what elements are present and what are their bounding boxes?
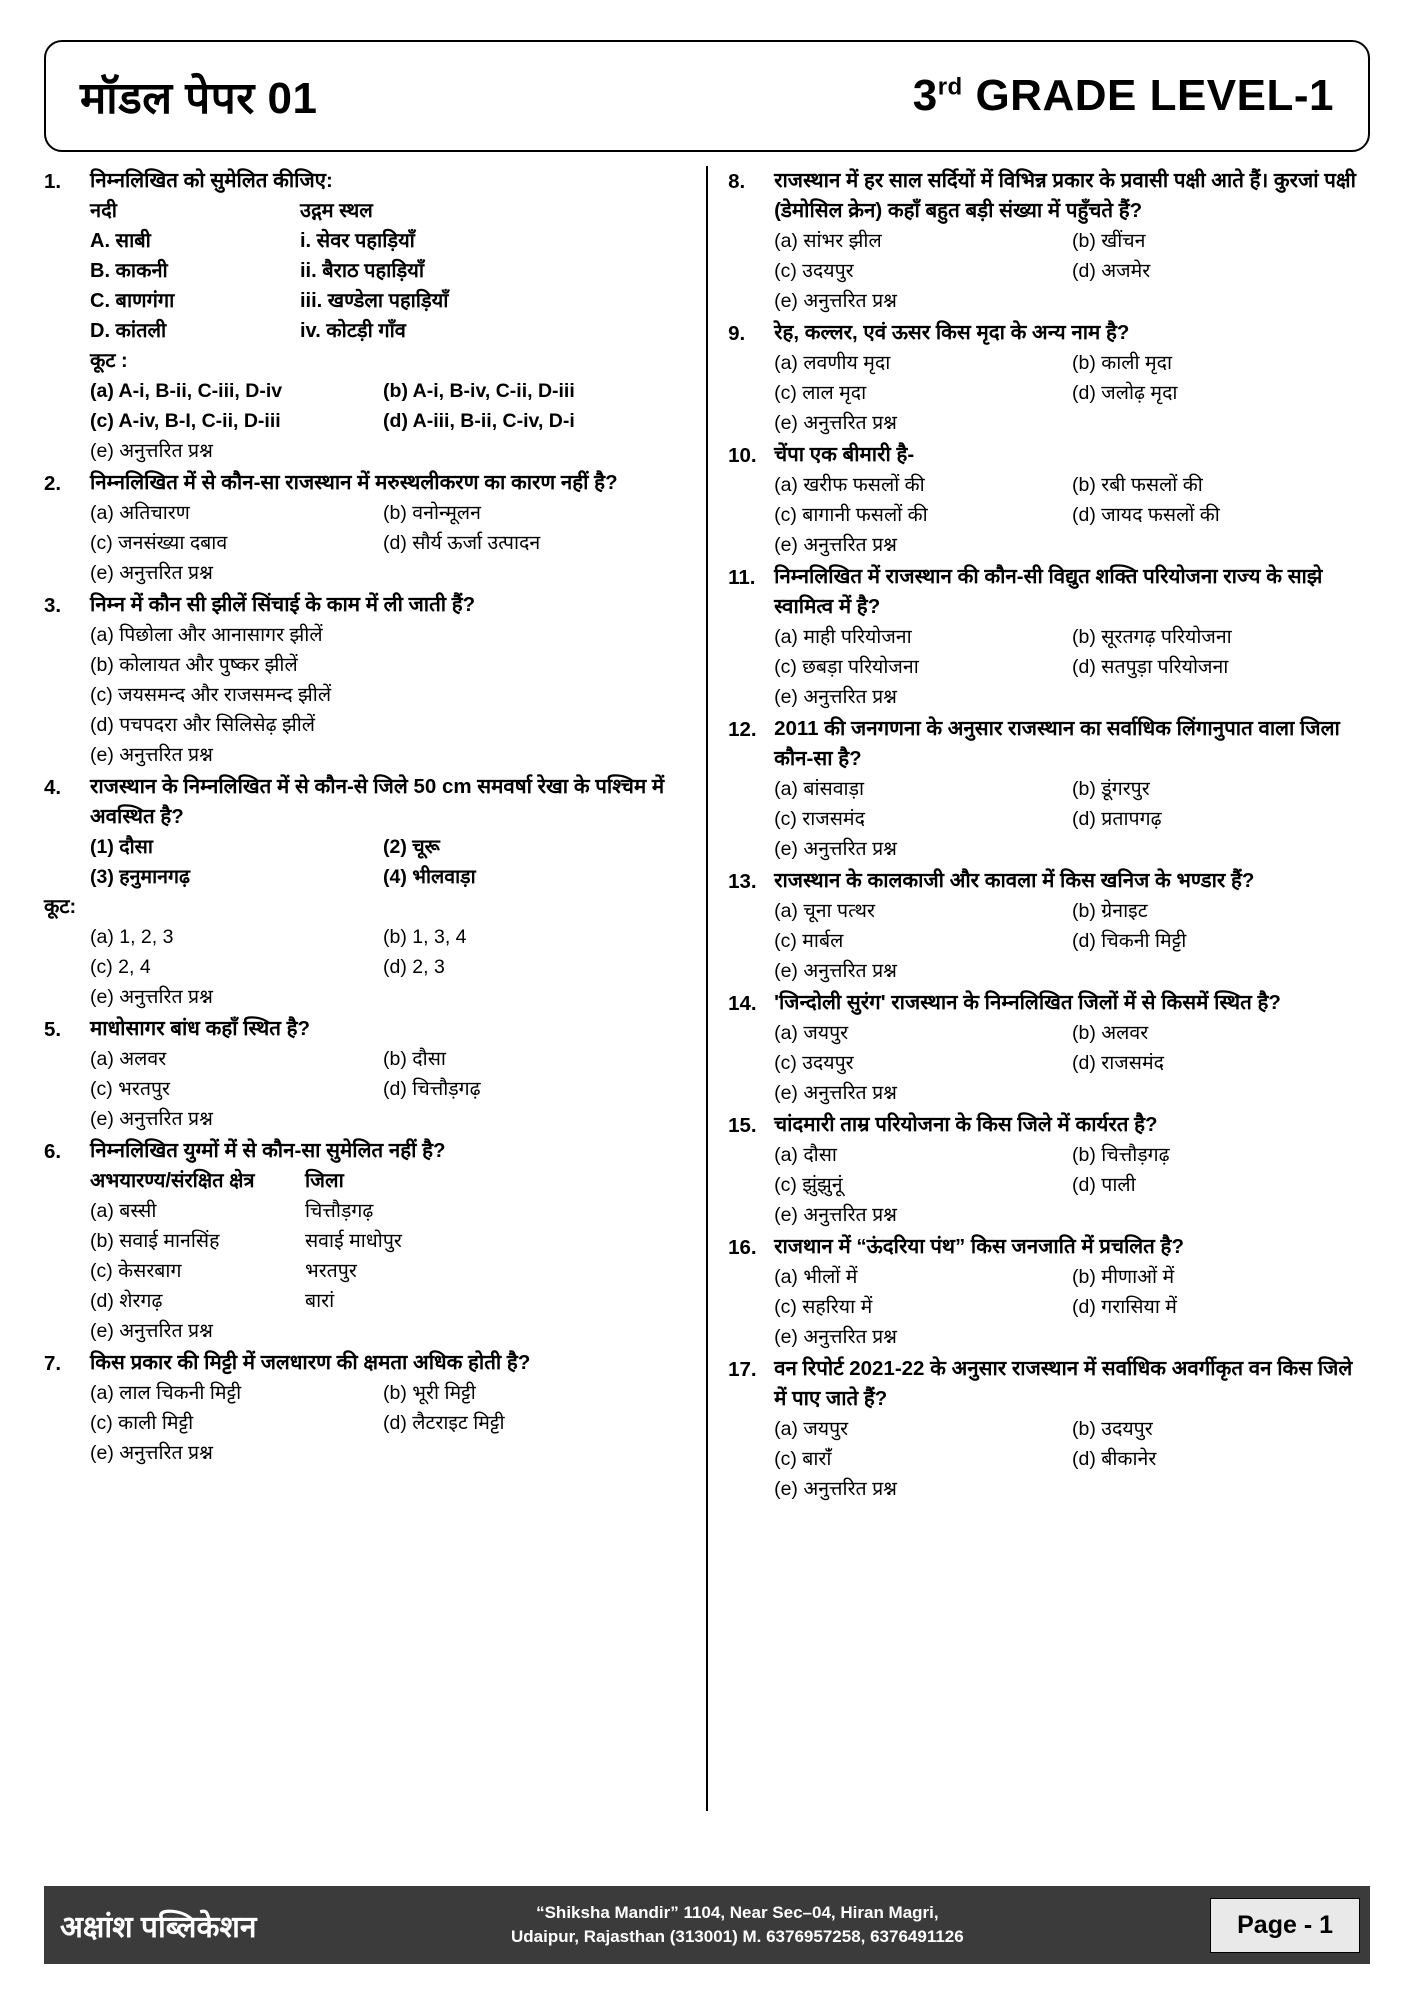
option-unanswered[interactable]: (e) अनुत्तरित प्रश्न bbox=[90, 562, 213, 584]
option-grid bbox=[774, 896, 1370, 956]
question-text: किस प्रकार की मिट्टी में जलधारण की क्षमता अधिक होती है? bbox=[90, 1351, 531, 1374]
option[interactable]: (a) सांभर झील bbox=[774, 230, 882, 252]
option[interactable]: (d) चित्तौड़गढ़ bbox=[383, 1078, 481, 1100]
match-row-col2: ii. बैराठ पहाड़ियाँ bbox=[300, 260, 425, 282]
question-block bbox=[44, 1348, 676, 1468]
option[interactable]: (c) मार्बल bbox=[774, 930, 844, 952]
publisher-address bbox=[275, 1901, 1201, 1949]
question-block bbox=[728, 166, 1370, 316]
question-body bbox=[90, 468, 676, 588]
option[interactable]: (b) डूंगरपुर bbox=[1072, 778, 1150, 800]
question-text: राजथान में “ऊंदरिया पंथ” किस जनजाति में प्रचलित है? bbox=[774, 1235, 1184, 1258]
option-grid bbox=[90, 1044, 676, 1104]
pair-row-col1: (b) सवाई मानसिंह bbox=[90, 1230, 220, 1252]
option[interactable]: (d) जलोढ़ मृदा bbox=[1072, 382, 1178, 404]
question-block bbox=[728, 1232, 1370, 1352]
option[interactable]: (c) छबड़ा परियोजना bbox=[774, 656, 919, 678]
option[interactable]: (c) उदयपुर bbox=[774, 260, 854, 282]
question-block bbox=[728, 714, 1370, 864]
pair-header-col1: अभयारण्य/संरक्षित क्षेत्र bbox=[90, 1170, 255, 1192]
question-body bbox=[90, 1136, 676, 1346]
option[interactable]: (c) सहरिया में bbox=[774, 1296, 873, 1318]
question-number: 17. bbox=[728, 1358, 757, 1381]
option[interactable]: (c) A-iv, B-I, C-ii, D-iii bbox=[90, 410, 281, 432]
question-text: निम्नलिखित युग्मों में से कौन-सा सुमेलित नहीं है? bbox=[90, 1139, 446, 1162]
question-text: 'जिन्दोली सुरंग' राजस्थान के निम्नलिखित जिलों में से किसमें स्थित है? bbox=[774, 991, 1281, 1014]
option[interactable]: (c) बारांँ bbox=[774, 1448, 832, 1470]
pair-row-col1: (d) शेरगढ़ bbox=[90, 1290, 163, 1312]
pair-header-col2: जिला bbox=[305, 1170, 344, 1192]
sub-option[interactable]: (3) हनुमानगढ़ bbox=[90, 866, 190, 888]
question-block bbox=[44, 1014, 676, 1134]
page-footer bbox=[44, 1886, 1370, 1964]
question-body bbox=[90, 590, 676, 770]
grade-ordinal-suffix: rd bbox=[937, 73, 963, 101]
question-number: 2. bbox=[44, 472, 62, 495]
sub-option[interactable]: (1) दौसा bbox=[90, 836, 153, 858]
option[interactable]: (b) भूरी मिट्टी bbox=[383, 1382, 476, 1404]
option[interactable]: (b) उदयपुर bbox=[1072, 1418, 1153, 1440]
option[interactable]: (a) लवणीय मृदा bbox=[774, 352, 891, 374]
question-text: राजस्थान के निम्नलिखित में से कौन-से जिले 50 cm समवर्षा रेखा के पश्चिम में अवस्थित है? bbox=[90, 775, 665, 828]
option[interactable]: (a) भीलों में bbox=[774, 1266, 858, 1288]
option[interactable]: (b) वनोन्मूलन bbox=[383, 502, 481, 524]
question-body bbox=[44, 772, 676, 1012]
page-header bbox=[44, 40, 1370, 152]
question-number: 13. bbox=[728, 870, 757, 893]
option-unanswered[interactable]: (e) अनुत्तरित प्रश्न bbox=[90, 440, 213, 462]
option[interactable]: (c) जनसंख्या दबाव bbox=[90, 532, 228, 554]
match-row-col2: iv. कोटड़ी गाँव bbox=[300, 320, 406, 342]
option-grid bbox=[774, 622, 1370, 682]
sub-option[interactable]: (4) भीलवाड़ा bbox=[383, 866, 476, 888]
question-body bbox=[90, 166, 676, 466]
left-question-column bbox=[44, 166, 692, 1826]
question-text: 2011 की जनगणना के अनुसार राजस्थान का सर्वाधिक लिंगानुपात वाला जिला कौन-सा है? bbox=[774, 717, 1340, 770]
question-number: 7. bbox=[44, 1352, 62, 1375]
question-number: 16. bbox=[728, 1236, 757, 1259]
match-row bbox=[90, 256, 676, 286]
option[interactable]: (c) राजसमंद bbox=[774, 808, 865, 830]
question-body bbox=[774, 1354, 1370, 1504]
option[interactable]: (a) जयपुर bbox=[774, 1418, 849, 1440]
question-block bbox=[728, 988, 1370, 1108]
option-grid bbox=[90, 376, 676, 436]
question-text: निम्नलिखित में राजस्थान की कौन-सी विद्युत शक्ति परियोजना राज्य के साझे स्वामित्व में है? bbox=[774, 565, 1323, 618]
option[interactable]: (a) 1, 2, 3 bbox=[90, 926, 174, 948]
question-number: 8. bbox=[728, 170, 746, 193]
sub-option-grid bbox=[90, 832, 676, 892]
question-number: 5. bbox=[44, 1018, 62, 1041]
question-block bbox=[728, 562, 1370, 712]
question-text: निम्नलिखित को सुमेलित कीजिए: bbox=[90, 169, 333, 192]
option-grid bbox=[90, 1378, 676, 1438]
question-body bbox=[774, 318, 1370, 438]
option[interactable]: (b) सूरतगढ़ परियोजना bbox=[1072, 626, 1232, 648]
option[interactable]: (b) दौसा bbox=[383, 1048, 446, 1070]
match-row-col1: C. बाणगंगा bbox=[90, 290, 175, 312]
question-block bbox=[728, 866, 1370, 986]
option[interactable]: (c) जयसमन्द और राजसमन्द झीलें bbox=[90, 684, 332, 706]
question-text: राजस्थान के कालकाजी और कावला में किस खनिज के भण्डार हैं? bbox=[774, 869, 1255, 892]
option[interactable]: (a) लाल चिकनी मिट्टी bbox=[90, 1382, 242, 1404]
option[interactable]: (a) चूना पत्थर bbox=[774, 900, 875, 922]
match-row bbox=[90, 286, 676, 316]
option[interactable]: (d) चिकनी मिट्टी bbox=[1072, 930, 1187, 952]
match-header-col2: उद्गम स्थल bbox=[300, 200, 373, 222]
pair-row[interactable] bbox=[90, 1196, 676, 1226]
question-body bbox=[774, 988, 1370, 1108]
option[interactable]: (b) ग्रेनाइट bbox=[1072, 900, 1148, 922]
option[interactable]: (b) अलवर bbox=[1072, 1022, 1149, 1044]
match-row bbox=[90, 226, 676, 256]
option-unanswered[interactable]: (e) अनुत्तरित प्रश्न bbox=[774, 1326, 897, 1348]
option-unanswered[interactable]: (e) अनुत्तरित प्रश्न bbox=[90, 744, 213, 766]
option-unanswered[interactable]: (e) अनुत्तरित प्रश्न bbox=[774, 1478, 897, 1500]
option-unanswered[interactable]: (e) अनुत्तरित प्रश्न bbox=[90, 1442, 213, 1464]
question-number: 12. bbox=[728, 718, 757, 741]
grade-level-title bbox=[913, 71, 1334, 121]
pair-row[interactable] bbox=[90, 1226, 676, 1256]
option[interactable]: (b) खींचन bbox=[1072, 230, 1146, 252]
option-unanswered[interactable]: (e) अनुत्तरित प्रश्न bbox=[90, 1320, 213, 1342]
option[interactable]: (c) उदयपुर bbox=[774, 1052, 854, 1074]
address-line-2: Udaipur, Rajasthan (313001) M. 6376957258, 6376491126 bbox=[511, 1927, 964, 1946]
option[interactable]: (a) अलवर bbox=[90, 1048, 167, 1070]
koot-label: कूट: bbox=[44, 896, 77, 918]
page-number-badge: Page - 1 bbox=[1210, 1898, 1360, 1953]
option[interactable]: (a) दौसा bbox=[774, 1144, 837, 1166]
question-text: निम्न में कौन सी झीलें सिंचाई के काम में ली जाती हैं? bbox=[90, 593, 476, 616]
option-unanswered[interactable]: (e) अनुत्तरित प्रश्न bbox=[774, 534, 897, 556]
option[interactable]: (d) लैटराइट मिट्टी bbox=[383, 1412, 505, 1434]
question-body bbox=[774, 714, 1370, 864]
option[interactable]: (a) माही परियोजना bbox=[774, 626, 912, 648]
question-number: 9. bbox=[728, 322, 746, 345]
question-text: वन रिपोर्ट 2021-22 के अनुसार राजस्थान में सर्वाधिक अवर्गीकृत वन किस जिले में पाए जाते हैं? bbox=[774, 1357, 1353, 1410]
option[interactable]: (d) प्रतापगढ़ bbox=[1072, 808, 1162, 830]
match-row bbox=[90, 316, 676, 346]
question-block bbox=[728, 318, 1370, 438]
option[interactable]: (c) भरतपुर bbox=[90, 1078, 171, 1100]
option[interactable]: (d) 2, 3 bbox=[383, 956, 445, 978]
pair-table-header bbox=[90, 1166, 676, 1196]
option[interactable]: (d) जायद फसलों की bbox=[1072, 504, 1220, 526]
option[interactable]: (d) अजमेर bbox=[1072, 260, 1151, 282]
option-unanswered[interactable]: (e) अनुत्तरित प्रश्न bbox=[774, 686, 897, 708]
option-grid bbox=[774, 470, 1370, 530]
question-text: निम्नलिखित में से कौन-सा राजस्थान में मरुस्थलीकरण का कारण नहीं है? bbox=[90, 471, 618, 494]
question-body bbox=[90, 1014, 676, 1134]
match-row-col2: i. सेवर पहाड़ियाँ bbox=[300, 230, 415, 252]
option[interactable]: (c) 2, 4 bbox=[90, 956, 151, 978]
option-grid bbox=[774, 1140, 1370, 1200]
question-number: 14. bbox=[728, 992, 757, 1015]
question-block bbox=[44, 772, 676, 1012]
option[interactable]: (d) सतपुड़ा परियोजना bbox=[1072, 656, 1229, 678]
question-number: 6. bbox=[44, 1140, 62, 1163]
option[interactable]: (d) पाली bbox=[1072, 1174, 1136, 1196]
question-body bbox=[774, 866, 1370, 986]
option-unanswered[interactable]: (e) अनुत्तरित प्रश्न bbox=[774, 1082, 897, 1104]
option-unanswered[interactable]: (e) अनुत्तरित प्रश्न bbox=[774, 838, 897, 860]
option[interactable]: (b) चित्तौड़गढ़ bbox=[1072, 1144, 1170, 1166]
option-grid bbox=[774, 226, 1370, 286]
pair-row[interactable] bbox=[90, 1256, 676, 1286]
option[interactable]: (a) पिछोला और आनासागर झीलें bbox=[90, 624, 323, 646]
match-row-col1: D. कांतली bbox=[90, 320, 167, 342]
option[interactable]: (b) काली मृदा bbox=[1072, 352, 1173, 374]
question-block bbox=[728, 1354, 1370, 1504]
match-row-col2: iii. खण्डेला पहाड़ियाँ bbox=[300, 290, 449, 312]
question-block bbox=[728, 440, 1370, 560]
question-number: 15. bbox=[728, 1114, 757, 1137]
question-block bbox=[44, 166, 676, 466]
question-text: चांदमारी ताम्र परियोजना के किस जिले में कार्यरत है? bbox=[774, 1113, 1158, 1136]
option[interactable]: (a) खरीफ फसलों की bbox=[774, 474, 925, 496]
pair-row-col2: भरतपुर bbox=[305, 1260, 357, 1282]
question-number: 3. bbox=[44, 594, 62, 617]
question-block bbox=[44, 1136, 676, 1346]
option[interactable]: (a) अतिचारण bbox=[90, 502, 190, 524]
grade-number: 3 bbox=[912, 71, 938, 120]
question-text: माधोसागर बांध कहाँ स्थित है? bbox=[90, 1017, 310, 1040]
pair-row-col2: बारां bbox=[305, 1290, 335, 1312]
question-body bbox=[774, 1110, 1370, 1230]
question-body bbox=[774, 166, 1370, 316]
model-paper-title: मॉडल पेपर 01 bbox=[80, 74, 318, 123]
option[interactable]: (d) राजसमंद bbox=[1072, 1052, 1164, 1074]
option[interactable]: (b) A-i, B-iv, C-ii, D-iii bbox=[383, 380, 575, 402]
option-unanswered[interactable]: (e) अनुत्तरित प्रश्न bbox=[774, 1204, 897, 1226]
option[interactable]: (c) काली मिट्टी bbox=[90, 1412, 194, 1434]
question-number: 11. bbox=[728, 566, 756, 589]
option[interactable]: (d) A-iii, B-ii, C-iv, D-i bbox=[383, 410, 575, 432]
question-body bbox=[774, 1232, 1370, 1352]
question-body bbox=[774, 562, 1370, 712]
question-number: 4. bbox=[44, 776, 62, 799]
koot-label: कूट : bbox=[90, 350, 128, 372]
option[interactable]: (d) पचपदरा और सिलिसेढ़ झीलें bbox=[90, 714, 316, 736]
option-unanswered[interactable]: (e) अनुत्तरित प्रश्न bbox=[90, 1108, 213, 1130]
pair-row-col1: (c) केसरबाग bbox=[90, 1260, 182, 1282]
right-question-column bbox=[722, 166, 1370, 1826]
question-body bbox=[90, 1348, 676, 1468]
option[interactable]: (c) झुंझुनूं bbox=[774, 1174, 843, 1196]
question-number: 1. bbox=[44, 170, 62, 193]
question-number: 10. bbox=[728, 444, 757, 467]
match-row-col1: B. काकनी bbox=[90, 260, 168, 282]
option[interactable]: (c) लाल मृदा bbox=[774, 382, 867, 404]
option-unanswered[interactable]: (e) अनुत्तरित प्रश्न bbox=[774, 290, 897, 312]
option[interactable]: (a) बांसवाड़ा bbox=[774, 778, 865, 800]
option[interactable]: (b) कोलायत और पुष्कर झीलें bbox=[90, 654, 298, 676]
option[interactable]: (d) सौर्य ऊर्जा उत्पादन bbox=[383, 532, 541, 554]
pair-row-col2: सवाई माधोपुर bbox=[305, 1230, 402, 1252]
option-grid bbox=[774, 348, 1370, 408]
option[interactable]: (a) A-i, B-ii, C-iii, D-iv bbox=[90, 380, 283, 402]
match-header-col1: नदी bbox=[90, 200, 117, 222]
match-table-header bbox=[90, 196, 676, 226]
question-body bbox=[774, 440, 1370, 560]
option-grid bbox=[90, 498, 676, 558]
option[interactable]: (a) जयपुर bbox=[774, 1022, 849, 1044]
pair-row-col1: (a) बस्सी bbox=[90, 1200, 157, 1222]
pair-row-col2: चित्तौड़गढ़ bbox=[305, 1200, 374, 1222]
question-text: रेह, कल्लर, एवं ऊसर किस मृदा के अन्य नाम है? bbox=[774, 321, 1130, 344]
question-block bbox=[44, 468, 676, 588]
option-grid bbox=[90, 922, 676, 982]
option-unanswered[interactable]: (e) अनुत्तरित प्रश्न bbox=[774, 960, 897, 982]
pair-row[interactable] bbox=[90, 1286, 676, 1316]
option[interactable]: (b) मीणाओं में bbox=[1072, 1266, 1175, 1288]
option-grid bbox=[774, 1414, 1370, 1474]
question-block bbox=[728, 1110, 1370, 1230]
option[interactable]: (d) बीकानेर bbox=[1072, 1448, 1157, 1470]
publisher-name: अक्षांश पब्लिकेशन bbox=[60, 1910, 257, 1944]
option-grid bbox=[774, 1018, 1370, 1078]
sub-option[interactable]: (2) चूरू bbox=[383, 836, 440, 858]
address-line-1: “Shiksha Mandir” 1104, Near Sec–04, Hiran Magri, bbox=[536, 1903, 939, 1922]
question-text: राजस्थान में हर साल सर्दियों में विभिन्न प्रकार के प्रवासी पक्षी आते हैं। कुरजां पक्षी (डेमोसिल क्रेन) कहाँ बहुत बड़ी संख्या में पहुँचते हैं? bbox=[774, 169, 1356, 222]
grade-level-text: GRADE LEVEL-1 bbox=[962, 71, 1334, 120]
question-text: चेंपा एक बीमारी है- bbox=[774, 443, 915, 466]
match-row-col1: A. साबी bbox=[90, 230, 151, 252]
column-divider bbox=[706, 166, 708, 1811]
option[interactable]: (d) गरासिया में bbox=[1072, 1296, 1177, 1318]
option-grid bbox=[774, 774, 1370, 834]
option[interactable]: (b) रबी फसलों की bbox=[1072, 474, 1203, 496]
option-unanswered[interactable]: (e) अनुत्तरित प्रश्न bbox=[774, 412, 897, 434]
option[interactable]: (b) 1, 3, 4 bbox=[383, 926, 467, 948]
question-columns bbox=[44, 166, 1370, 1826]
question-block bbox=[44, 590, 676, 770]
option-grid bbox=[774, 1262, 1370, 1322]
option[interactable]: (c) बागानी फसलों की bbox=[774, 504, 928, 526]
option-unanswered[interactable]: (e) अनुत्तरित प्रश्न bbox=[90, 986, 213, 1008]
